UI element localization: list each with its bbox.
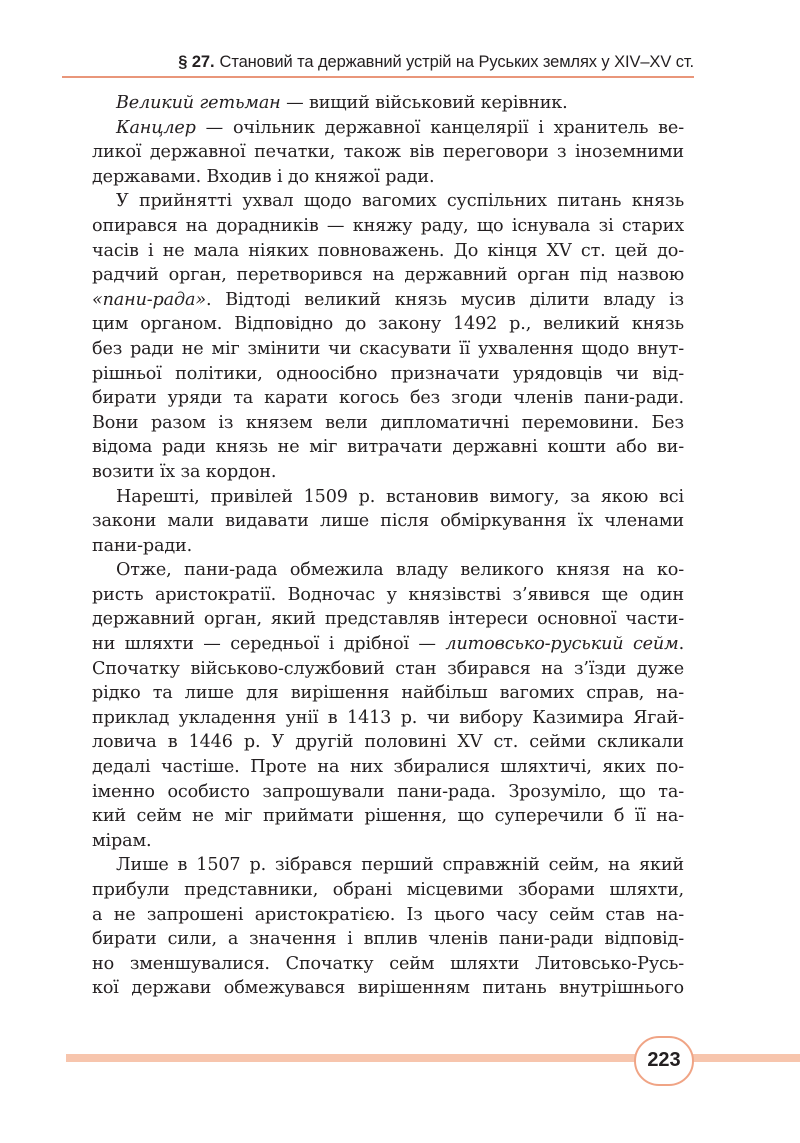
text-line: кої держави обмежувався вирішенням питань внутрішнього <box>92 978 684 999</box>
text-line: дедалі частіше. Проте на них збиралися шляхтичі, яких по- <box>92 757 684 778</box>
text-line: Отже, пани-рада обмежила владу великого князя на ко- <box>116 560 684 581</box>
text-line: опирався на дорадників — княжу раду, що існувала зі старих <box>92 215 684 236</box>
text-line: возити їх за кордон. <box>92 461 277 482</box>
term-great-hetman: Великий гетьман <box>116 93 281 113</box>
text-line: Канцлер — очільник державної канцелярії і хранитель ве- <box>116 117 684 138</box>
text-line: прибули представники, обрані місцевими зборами шляхти, <box>92 880 684 900</box>
text-line: Великий гетьман — вищий військовий керівник. <box>116 93 568 113</box>
text-line: іменно особисто запрошували пани-рада. Зрозуміло, що та- <box>92 781 684 802</box>
text-line: цим органом. Відповідно до закону 1492 р., великий князь <box>92 314 684 335</box>
text-line: бирати сили, а значення і вплив членів пани-ради відповід- <box>92 929 684 950</box>
term-sejm: литовсько-руський сейм <box>445 634 679 655</box>
text-line: часів і не мала ніяких повноважень. До кінця XV ст. цей до- <box>92 240 684 261</box>
footer-decorative-bar-right <box>686 1054 800 1062</box>
section-title: Становий та державний устрій на Руських землях у XIV–XV ст. <box>219 53 694 71</box>
page-number: 223 <box>634 1036 694 1086</box>
text-line: но зменшувалися. Спочатку сейм шляхти Литовсько-Русь- <box>92 953 684 974</box>
text-line: ристь аристократії. Водночас у князівстві з’явився ще один <box>92 584 684 605</box>
section-number: § 27. <box>178 53 215 71</box>
text-line: державний орган, який представляв інтереси основної части- <box>92 609 684 630</box>
text-line: ликої державної печатки, також вів переговори з іноземними <box>92 142 684 163</box>
text-line: Нарешті, привілей 1509 р. встановив вимогу, за якою всі <box>116 486 684 507</box>
text-line: Спочатку військово-службовий стан збирався на з’їзди дуже <box>92 658 684 679</box>
page-body <box>92 91 684 1001</box>
header-text <box>178 53 694 71</box>
text-line: а не запрошені аристократією. Із цього часу сейм став на- <box>92 904 684 925</box>
text-line: радчий орган, перетворився на державний орган під назвою <box>92 265 684 286</box>
text-line: «пани-рада». Відтоді великий князь мусив ділити владу із <box>92 289 684 310</box>
text-line: У прийнятті ухвал щодо вагомих суспільних питань князь <box>116 191 684 212</box>
text-line: мірам. <box>92 830 152 851</box>
term-pany-rada: «пани-рада» <box>92 289 206 310</box>
footer-decorative-bar <box>66 1054 638 1062</box>
text-line: бирати уряди та карати когось без згоди членів пани-ради. <box>92 388 684 409</box>
text-line: рішньої політики, одноосібно призначати урядовців чи від- <box>92 363 684 384</box>
text-line: ни шляхти — середньої і дрібної — литовсько-руський сейм. <box>92 634 685 655</box>
text-line: державами. Входив і до княжої ради. <box>92 166 435 187</box>
text-line: ловича в 1446 р. У другій половині XV ст. сейми скликали <box>92 732 684 753</box>
text-line: рідко та лише для вирішення найбільш вагомих справ, на- <box>92 683 684 704</box>
text-line: Вони разом із князем вели дипломатичні перемовини. Без <box>92 412 684 433</box>
text-line: без ради не міг змінити чи скасувати її ухвалення щодо внут- <box>92 338 684 359</box>
text-line: пани-ради. <box>92 535 193 556</box>
term-chancellor: Канцлер <box>116 117 196 138</box>
text-line: закони мали видавати лише після обміркування їх членами <box>92 511 684 532</box>
text-line: відома ради князь не міг витрачати державні кошти або ви- <box>92 437 684 458</box>
running-header <box>62 50 694 78</box>
text-line: кий сейм не міг приймати рішення, що суперечили б її на- <box>92 806 684 827</box>
text-line: Лише в 1507 р. зібрався перший справжній сейм, на який <box>116 855 684 876</box>
text-line: приклад укладення унії в 1413 р. чи вибору Казимира Ягай- <box>92 707 684 728</box>
